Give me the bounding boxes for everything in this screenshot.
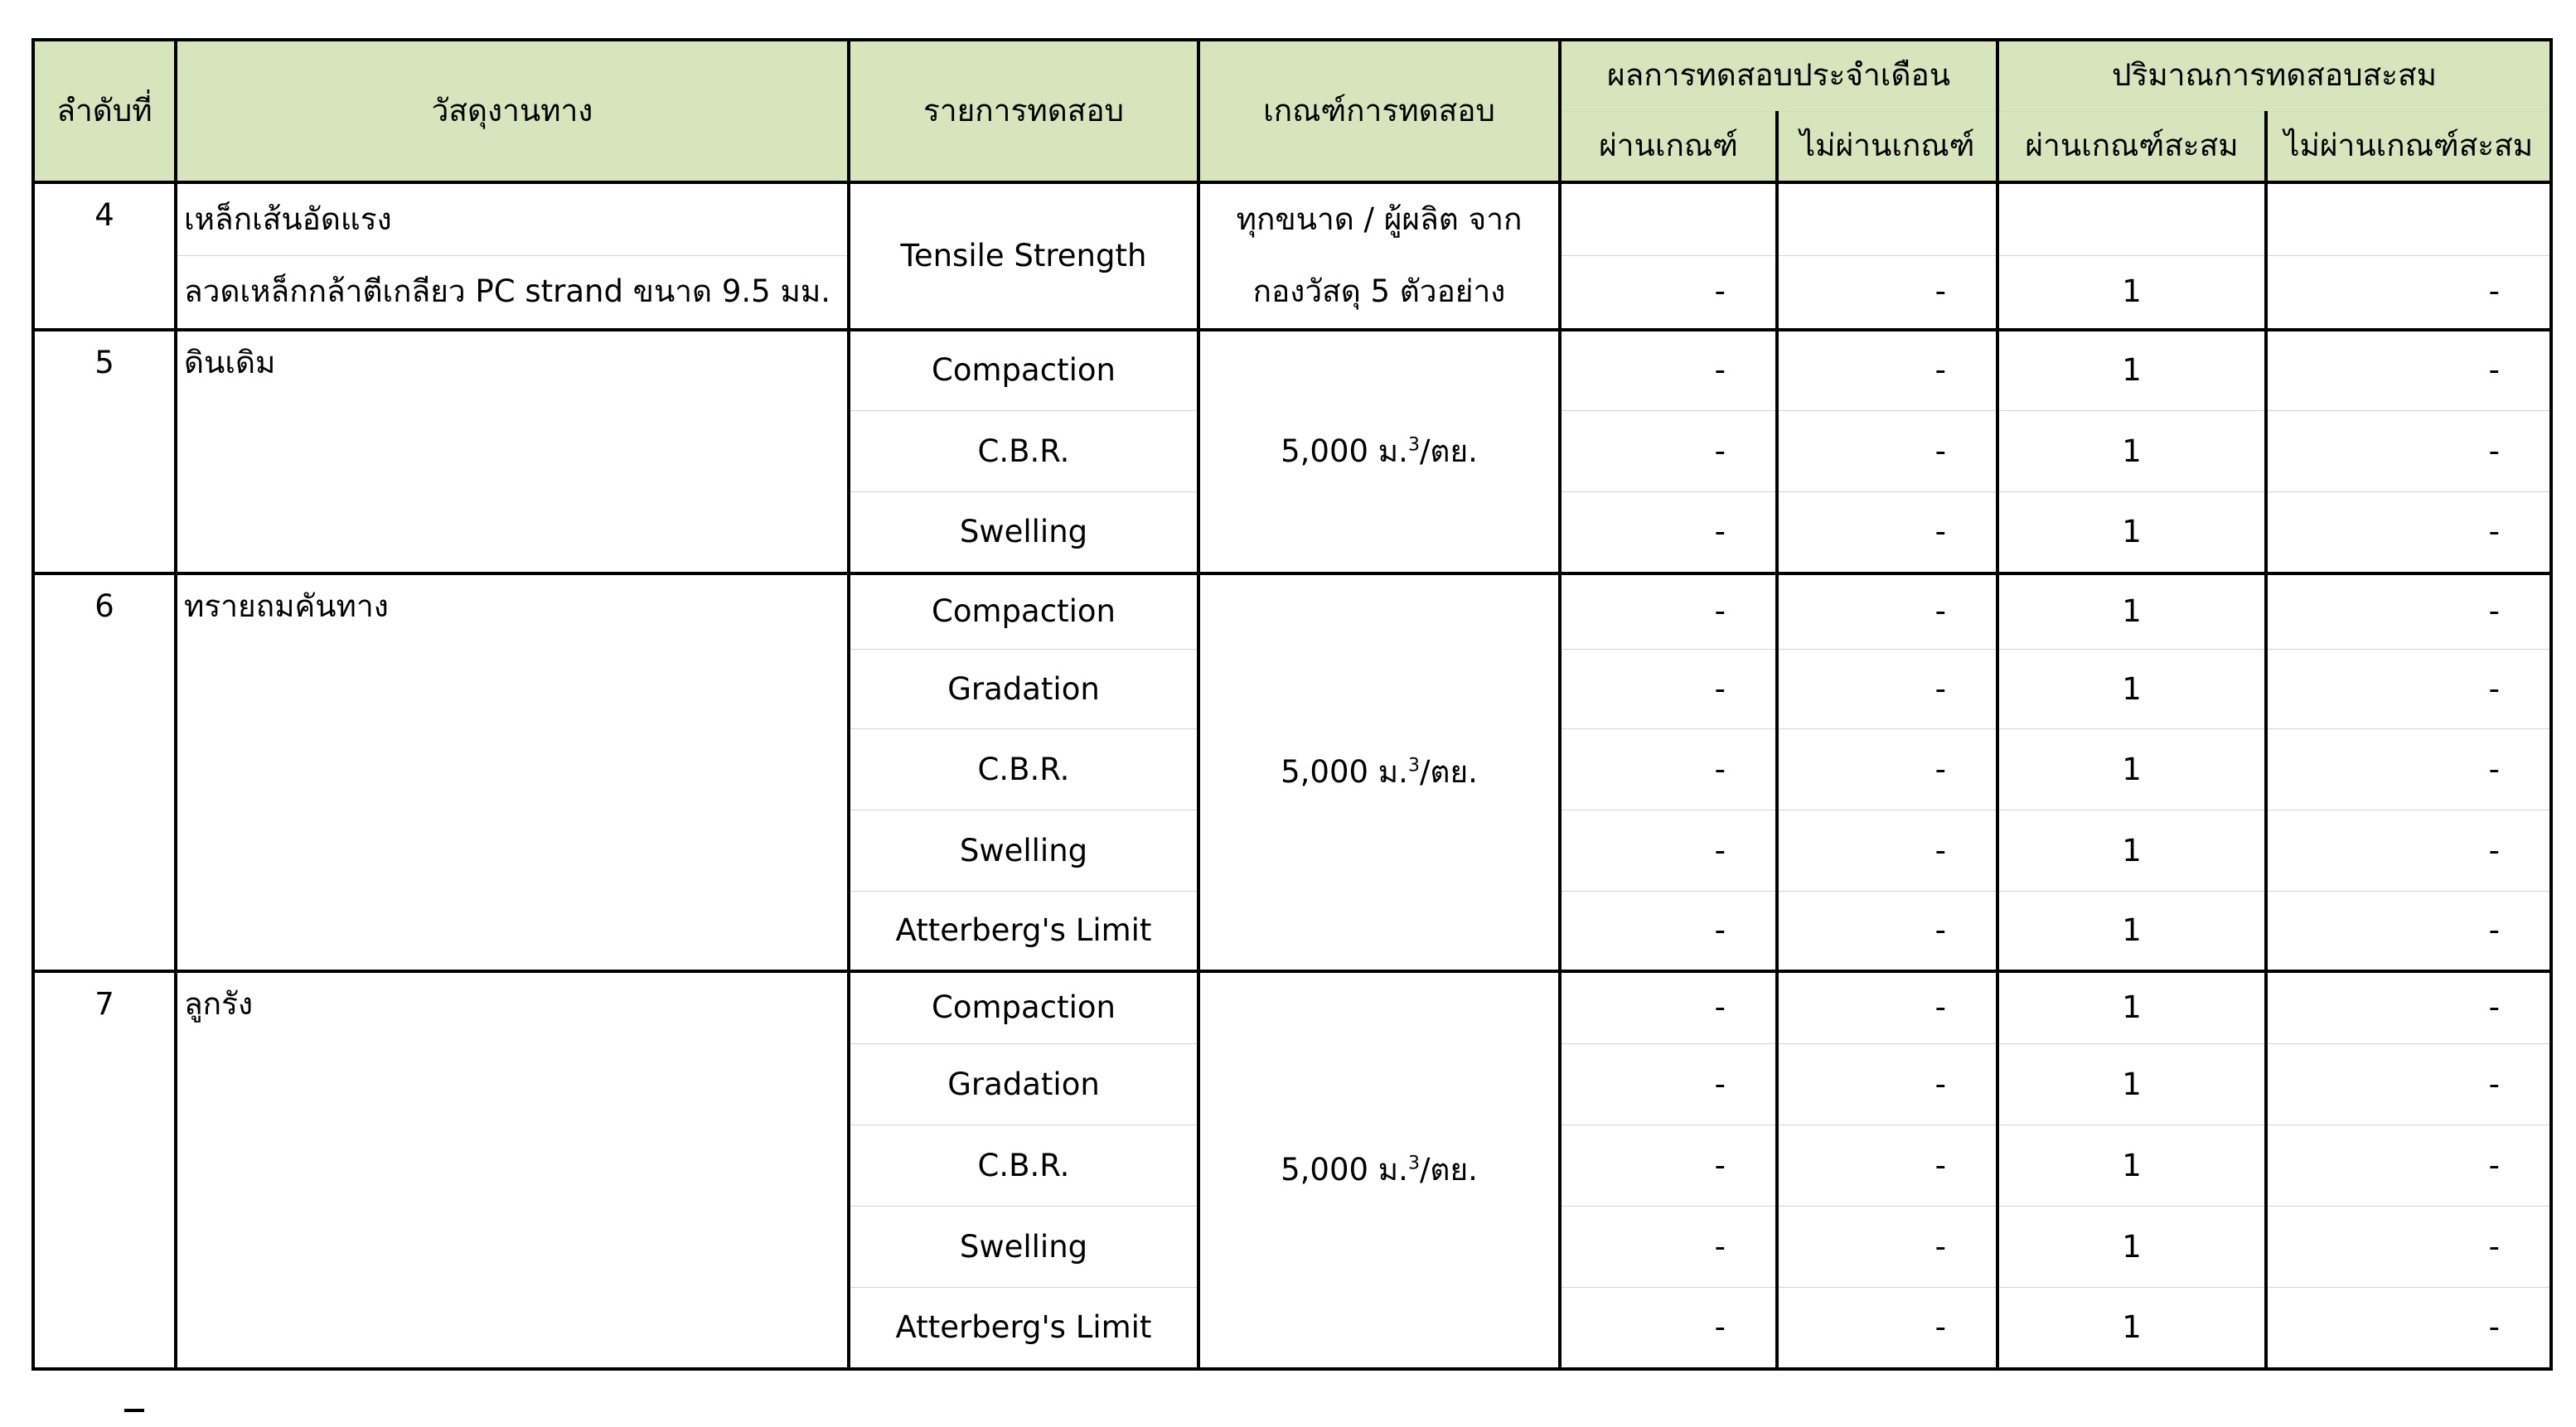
cumulative-fail-value: - xyxy=(2266,492,2551,573)
criteria-superscript: 3 xyxy=(1407,434,1420,456)
group-material: ดินเดิม xyxy=(176,330,849,573)
cumulative-pass-value: 1 xyxy=(1997,573,2266,650)
monthly-fail-value: - xyxy=(1777,650,1997,729)
monthly-fail-value: - xyxy=(1777,573,1997,650)
table-body xyxy=(33,182,2551,1369)
cumulative-fail-value: - xyxy=(2266,1044,2551,1125)
monthly-fail-value: - xyxy=(1777,411,1997,492)
monthly-fail-value: - xyxy=(1777,1044,1997,1125)
group-seq: 6 xyxy=(33,573,176,971)
cumulative-fail-value: - xyxy=(2266,1288,2551,1369)
header-cumulative-pass: ผ่านเกณฑ์สะสม xyxy=(1997,111,2266,182)
empty-cell xyxy=(2266,182,2551,256)
cumulative-pass-value: 1 xyxy=(1997,729,2266,810)
monthly-fail-value: - xyxy=(1777,1207,1997,1288)
group-material: เหล็กเส้นอัดแรง xyxy=(176,182,849,256)
group-criteria xyxy=(1198,182,1560,330)
monthly-pass-value: - xyxy=(1560,1288,1777,1369)
criteria-superscript: 3 xyxy=(1407,1153,1420,1174)
monthly-fail-value: - xyxy=(1777,971,1997,1044)
cumulative-fail-value: - xyxy=(2266,810,2551,892)
monthly-fail-value: - xyxy=(1777,892,1997,971)
cumulative-pass-value: 1 xyxy=(1997,892,2266,971)
monthly-pass-value: - xyxy=(1560,411,1777,492)
criteria-value: 5,000 ม. xyxy=(1281,433,1408,469)
header-material: วัสดุงานทาง xyxy=(176,40,849,182)
monthly-pass-value: - xyxy=(1560,971,1777,1044)
group-material: ทรายถมคันทาง xyxy=(176,573,849,971)
cumulative-pass-value: 1 xyxy=(1997,492,2266,573)
test-name: Atterberg's Limit xyxy=(849,892,1198,971)
cumulative-fail-value: - xyxy=(2266,1207,2551,1288)
empty-cell xyxy=(1997,182,2266,256)
monthly-pass-value: - xyxy=(1560,1125,1777,1207)
cumulative-fail-value: - xyxy=(2266,1125,2551,1207)
criteria-value: 5,000 ม. xyxy=(1281,753,1408,790)
monthly-fail-value: - xyxy=(1777,330,1997,411)
cumulative-pass-value: 1 xyxy=(1997,1044,2266,1125)
cumulative-pass-value: 1 xyxy=(1997,411,2266,492)
group-material-detail: ลวดเหล็กกล้าตีเกลียว PC strand ขนาด 9.5 มม. xyxy=(176,256,849,330)
cumulative-pass-value: 1 xyxy=(1997,971,2266,1044)
group-seq: 5 xyxy=(33,330,176,573)
cumulative-pass-value: 1 xyxy=(1997,650,2266,729)
monthly-pass-value: - xyxy=(1560,810,1777,892)
test-name: Compaction xyxy=(849,971,1198,1044)
criteria-line-1: ทุกขนาด / ผู้ผลิต จาก xyxy=(1236,201,1523,237)
test-name: Gradation xyxy=(849,1044,1198,1125)
test-name: Compaction xyxy=(849,573,1198,650)
header-cumulative-fail: ไม่ผ่านเกณฑ์สะสม xyxy=(2266,111,2551,182)
cumulative-pass-value: 1 xyxy=(1997,810,2266,892)
test-name: Atterberg's Limit xyxy=(849,1288,1198,1369)
test-name: Swelling xyxy=(849,810,1198,892)
cumulative-fail-value: - xyxy=(2266,411,2551,492)
cumulative-fail-value: - xyxy=(2266,729,2551,810)
cumulative-fail-value: - xyxy=(2266,573,2551,650)
empty-cell xyxy=(1560,182,1777,256)
test-name: Swelling xyxy=(849,492,1198,573)
empty-cell xyxy=(1777,182,1997,256)
criteria-unit: /ตย. xyxy=(1419,1151,1478,1188)
monthly-pass-value: - xyxy=(1560,650,1777,729)
cumulative-fail-value: - xyxy=(2266,650,2551,729)
monthly-pass-value: - xyxy=(1560,492,1777,573)
monthly-fail-value: - xyxy=(1777,492,1997,573)
group-criteria xyxy=(1198,573,1560,971)
cumulative-fail-value: - xyxy=(2266,971,2551,1044)
test-name: C.B.R. xyxy=(849,729,1198,810)
test-name: Swelling xyxy=(849,1207,1198,1288)
criteria-superscript: 3 xyxy=(1407,755,1420,776)
test-name: Compaction xyxy=(849,330,1198,411)
group-seq: 4 xyxy=(33,182,176,330)
cumulative-pass-value: 1 xyxy=(1997,256,2266,330)
group-criteria xyxy=(1198,971,1560,1369)
material-test-table xyxy=(31,38,2553,1371)
monthly-fail-value: - xyxy=(1777,729,1997,810)
footnote-fragment xyxy=(124,1409,144,1427)
cumulative-fail-value: - xyxy=(2266,330,2551,411)
criteria-unit: /ตย. xyxy=(1419,433,1478,469)
header-test-item: รายการทดสอบ xyxy=(849,40,1198,182)
table-header xyxy=(33,40,2551,182)
monthly-pass-value: - xyxy=(1560,330,1777,411)
criteria-value: 5,000 ม. xyxy=(1281,1151,1408,1188)
group-material: ลูกรัง xyxy=(176,971,849,1369)
monthly-pass-value: - xyxy=(1560,1044,1777,1125)
test-name: Gradation xyxy=(849,650,1198,729)
criteria-unit: /ตย. xyxy=(1419,753,1478,790)
cumulative-pass-value: 1 xyxy=(1997,1288,2266,1369)
header-criteria: เกณฑ์การทดสอบ xyxy=(1198,40,1560,182)
monthly-pass-value: - xyxy=(1560,729,1777,810)
cumulative-fail-value: - xyxy=(2266,256,2551,330)
monthly-fail-value: - xyxy=(1777,1125,1997,1207)
header-monthly-results: ผลการทดสอบประจำเดือน xyxy=(1560,40,1997,111)
header-monthly-pass: ผ่านเกณฑ์ xyxy=(1560,111,1777,182)
group-seq: 7 xyxy=(33,971,176,1369)
monthly-fail-value: - xyxy=(1777,810,1997,892)
monthly-pass-value: - xyxy=(1560,1207,1777,1288)
test-name: C.B.R. xyxy=(849,1125,1198,1207)
group-criteria xyxy=(1198,330,1560,573)
cumulative-pass-value: 1 xyxy=(1997,330,2266,411)
criteria-line-2: กองวัสดุ 5 ตัวอย่าง xyxy=(1252,273,1506,309)
monthly-pass-value: - xyxy=(1560,892,1777,971)
cumulative-pass-value: 1 xyxy=(1997,1207,2266,1288)
header-seq: ลำดับที่ xyxy=(33,40,176,182)
test-name: C.B.R. xyxy=(849,411,1198,492)
monthly-pass-value: - xyxy=(1560,256,1777,330)
header-cumulative-tests: ปริมาณการทดสอบสะสม xyxy=(1997,40,2551,111)
monthly-pass-value: - xyxy=(1560,573,1777,650)
cumulative-fail-value: - xyxy=(2266,892,2551,971)
cumulative-pass-value: 1 xyxy=(1997,1125,2266,1207)
monthly-fail-value: - xyxy=(1777,256,1997,330)
header-monthly-fail: ไม่ผ่านเกณฑ์ xyxy=(1777,111,1997,182)
monthly-fail-value: - xyxy=(1777,1288,1997,1369)
test-name: Tensile Strength xyxy=(849,182,1198,330)
